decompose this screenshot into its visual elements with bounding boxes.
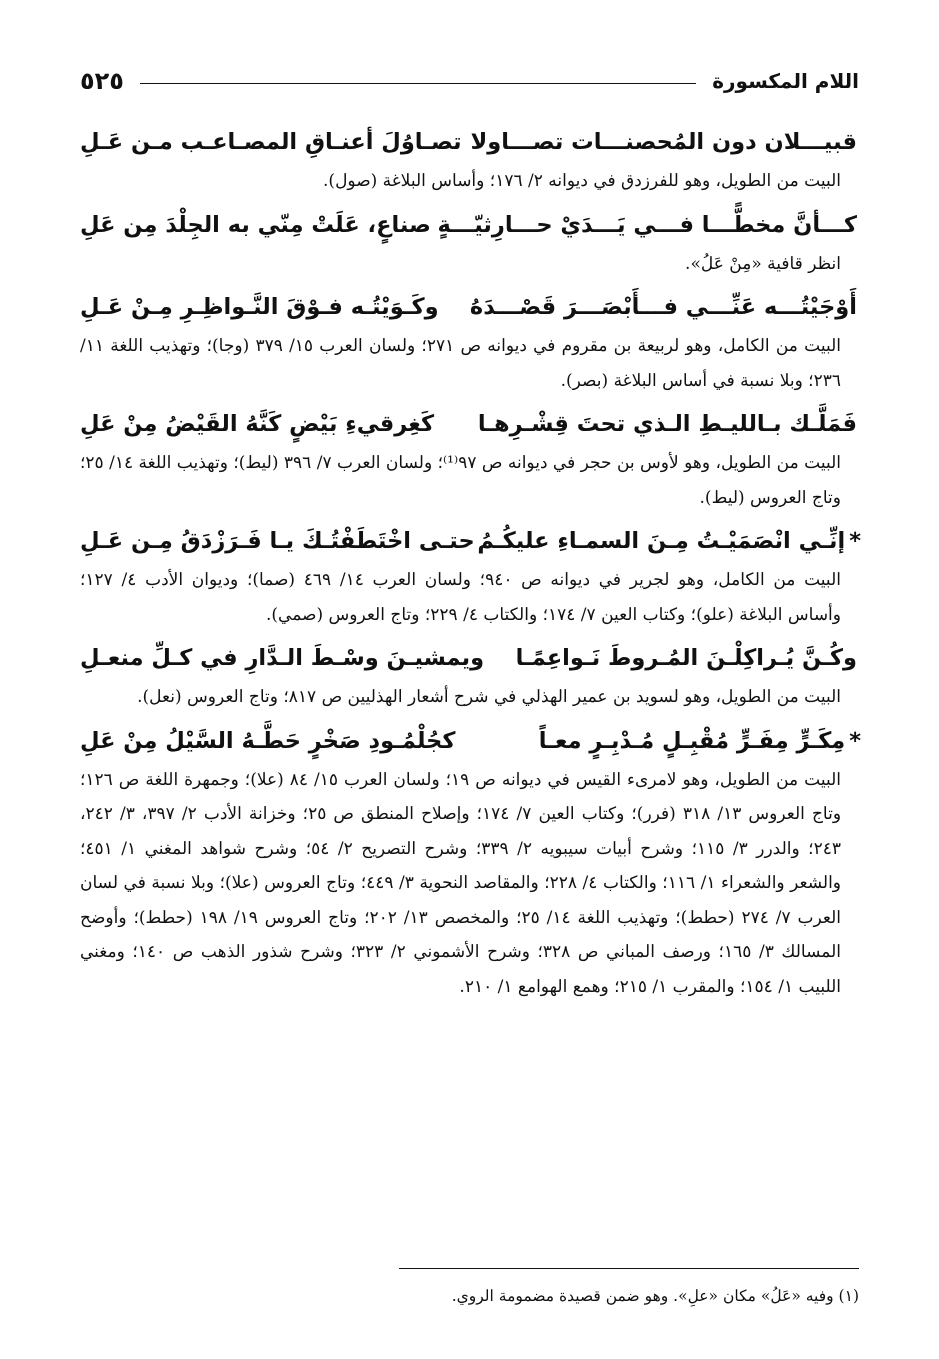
verse-line [80, 120, 861, 164]
chapter-title: اللام المكسورة [712, 69, 859, 93]
verse-second-hemistich: تصـاوُلَ أعنـاقِ المصـاعـب مـن عَـلِ [80, 129, 462, 155]
verse-line [80, 402, 861, 446]
verse-first-hemistich: قبيـــلان دون المُحصنـــات تصـــاولا [470, 129, 857, 155]
page-header [80, 66, 859, 96]
verse-second-hemistich: كجُلْمُـودِ صَخْرٍ حَطَّـهُ السَّيْلُ مِنْ عَلِ [80, 727, 456, 754]
footnote: (١) وفيه «عَلُ» مكان «علِ». وهو ضمن قصيدة مضمومة الروي. [451, 1287, 859, 1305]
page-body [80, 120, 861, 1008]
verse-note: البيت من الطويل، وهو للفرزدق في ديوانه ٢/ ١٧٦؛ وأساس البلاغة (صول). [323, 171, 841, 191]
verse-line [80, 519, 861, 563]
verse-second-hemistich: ويمشيـنَ وسْـطَ الـدَّارِ في كـلِّ منعـلِ [80, 645, 485, 671]
verse-line [80, 719, 861, 763]
verse-first-hemistich: وكُـنَّ يُـراكِلْـنَ المُـروطَ نَـواعِمًـا [515, 645, 857, 671]
verse-note: انظر قافية «مِنْ عَلُ». [685, 253, 841, 274]
header-rule [140, 83, 696, 84]
verse-note: البيت من الكامل، وهو لجرير في ديوانه ص ٩٤٠؛ ولسان العرب ١٤/ ٤٦٩ (صما)؛ وديوان الأدب ٤/ ١٢٧؛ وأساس البلاغة (علو)؛ وكتاب العين ٧/ ١٧٤؛ والكتاب ٤/ ٢٢٩؛ وتاج العروس (صمي). [80, 570, 841, 625]
verse-line [80, 203, 861, 247]
verse-first-hemistich: فَمَلَّـك بـالليـطِ الـذي تحتَ قِشْـرِهـا [477, 411, 857, 437]
verse-second-hemistich: صناعٍ، عَلَتْ مِنّي به الجِلْدَ مِن عَلِ [80, 211, 431, 238]
verse-note: البيت من الطويل، وهو لامرىء القيس في ديوانه ص ١٩؛ ولسان العرب ١٥/ ٨٤ (علا)؛ وجمهرة اللغة ص ١٢٦؛ وتاج العروس ١٣/ ٣١٨ (فرر)؛ وكتاب العين ٧/ ١٧٤؛ وإصلاح المنطق ص ٢٥؛ وخزانة الأدب ٢/ ٣٩٧، ٣/ ٢٤٢، ٢٤٣؛ والدرر ٣/ ١١٥؛ وشرح أبيات سيبويه ٢/ ٣٣٩؛ وشرح التصريح ٢/ ٥٤؛ وشرح شواهد المغني ١/ ٤٥١؛ والشعر والشعراء ١/ ١١٦؛ والكتاب ٤/ ٢٢٨؛ والمقاصد النحوية ٣/ ٤٤٩؛ وتاج العروس (علا)؛ وبلا نسبة في لسان العرب ٧/ ٢٧٤ (حطط)؛ وتهذيب اللغة ١٤/ ٢٥؛ والمخصص ١٣/ ٢٠٢؛ وتاج العروس ١٩/ ١٩٨ (حطط)؛ وأوضح المسالك ٣/ ١٦٥؛ ورصف المباني ص ٣٢٨؛ وشرح الأشموني ٢/ ٣٢٣؛ وشرح شذور الذهب ص ١٤٠؛ ومغني اللبيب ١/ ١٥٤؛ والمقرب ١/ ٢١٥؛ وهمع الهوامع ١/ ٢١٠. [80, 769, 842, 997]
verse-line [80, 636, 861, 680]
verse-note: البيت من الطويل، وهو لأوس بن حجر في ديوانه ص ٩٧⁽¹⁾؛ ولسان العرب ٧/ ٣٩٦ (ليط)؛ وتهذيب اللغة ١٤/ ٢٥؛ وتاج العروس (ليط). [80, 453, 841, 508]
verse-second-hemistich: وكَـوَيْتُـه فـوْقَ النَّـواظِـرِ مِـنْ عَـلِ [80, 294, 439, 320]
verse-second-hemistich: حتـى اخْتَطَفْتُـكَ يـا فَـرَزْدَقُ مِـن عَـلِ [80, 528, 475, 554]
verse-first-hemistich: أَوْجَيْتُـــه عَنِّـــي فـــأَبْصَـــرَ قَصْـــدَهُ [469, 294, 857, 320]
verse-first-hemistich: كـــأنَّ مخطًّـــا فـــي يَـــدَيْ حـــارِثيّـــةٍ [437, 211, 857, 238]
verse-second-hemistich: كَغِرقيءِ بَيْضٍ كَنَّهُ القَيْضُ مِنْ عَلِ [80, 411, 435, 437]
verse-line [80, 285, 861, 329]
page-number: ٥٢٥ [80, 67, 124, 95]
verse-first-hemistich: *إنِّـي انْصَمَيْـتُ مِـنَ السمـاءِ عليكُـمُ [477, 528, 861, 554]
star-marker: * [849, 528, 861, 554]
verse-note: البيت من الكامل، وهو لربيعة بن مقروم في ديوانه ص ٢٧١؛ ولسان العرب ١٥/ ٣٧٩ (وجا)؛ وتهذيب اللغة ١١/ ٢٣٦؛ وبلا نسبة في أساس البلاغة (بصر). [80, 336, 841, 391]
footnote-rule [399, 1268, 859, 1269]
verse-note: البيت من الطويل، وهو لسويد بن عمير الهذلي في شرح أشعار الهذليين ص ٨١٧؛ وتاج العروس (نعل). [137, 687, 841, 707]
verse-first-hemistich: *مِكَـرٍّ مِفَـرٍّ مُقْبِـلٍ مُـدْبِـرٍ معـاً [538, 727, 861, 754]
star-marker: * [849, 727, 861, 754]
